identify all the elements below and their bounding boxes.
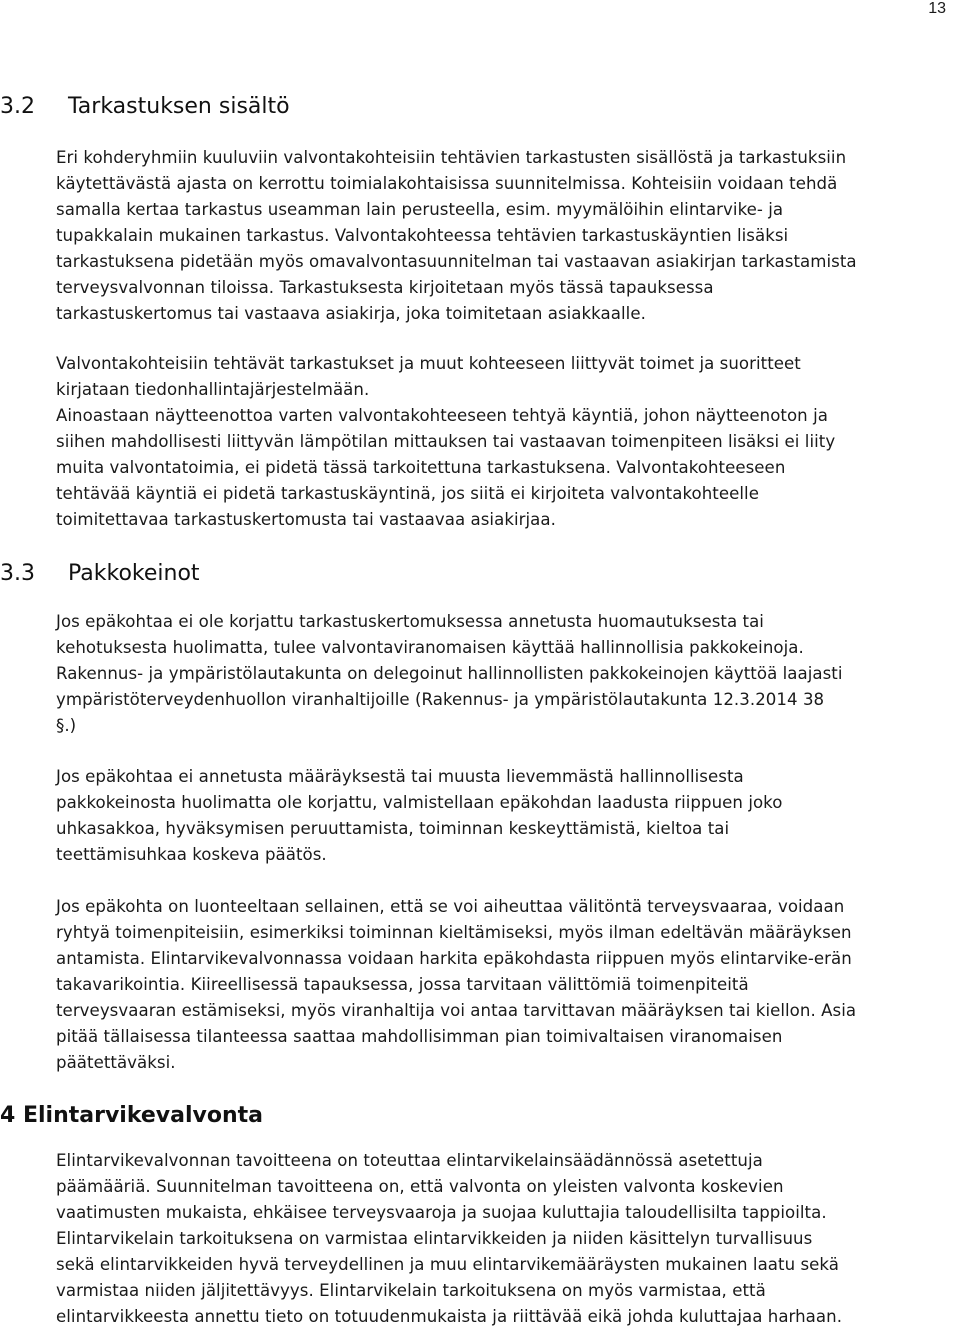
text-line: antamista. Elintarvikevalvonnassa voidaan harkita epäkohdasta riippuen myös elintarvike-erän (56, 949, 852, 968)
text-line: vaatimusten mukaista, ehkäisee terveysvaaroja ja suojaa kuluttajia taloudellisilta tappioilta. (56, 1203, 827, 1222)
paragraph-4-1 (56, 1148, 960, 1330)
text-line: Rakennus- ja ympäristölautakunta on delegoinut hallinnollisten pakkokeinojen käyttöä laajasti (56, 664, 843, 683)
text-line: elintarvikkeesta annettu tieto on totuudenmukaista ja riittävää eikä johda kuluttajaa harhaan. (56, 1307, 843, 1326)
page-number: 13 (928, 0, 946, 17)
chapter-title: Elintarvikevalvonta (22, 1103, 264, 1128)
text-line: §.) (56, 716, 77, 735)
text-line: terveysvaaran estämiseksi, myös viranhaltija voi antaa tarvittavan määräyksen tai kiellon. Asia (56, 1001, 857, 1020)
text-line: tarkastuskertomus tai vastaava asiakirja, joka toimitetaan asiakkaalle. (56, 304, 646, 323)
section-title: Pakkokeinot (68, 561, 200, 586)
text-line: päätettäväksi. (56, 1053, 176, 1072)
paragraph-3-3-1 (56, 609, 960, 739)
text-line: uhkasakkoa, hyväksymisen peruuttamista, toiminnan keskeyttämistä, kieltoa tai (56, 819, 730, 838)
paragraph-3-2-2 (56, 351, 960, 533)
text-line: muita valvontatoimia, ei pidetä tässä tarkoitettuna tarkastuksena. Valvontakohteeseen (56, 458, 786, 477)
text-line: ympäristöterveydenhuollon viranhaltijoille (Rakennus- ja ympäristölautakunta 12.3.2014 38 (56, 690, 825, 709)
text-line: Eri kohderyhmiin kuuluviin valvontakohteisiin tehtävien tarkastusten sisällöstä ja tarkastuksiin (56, 148, 847, 167)
text-line: siihen mahdollisesti liittyvän lämpötilan mittauksen tai vastaavan toimenpiteen lisäksi ei liity (56, 432, 836, 451)
text-line: päämääriä. Suunnitelman tavoitteena on, että valvonta on yleisten valvonta koskevien (56, 1177, 784, 1196)
chapter-heading-4 (0, 1103, 263, 1128)
paragraph-3-3-2 (56, 764, 960, 868)
text-line: teettämisuhkaa koskeva päätös. (56, 845, 327, 864)
text-line: terveysvalvonnan tiloissa. Tarkastuksesta kirjoitetaan myös tässä tapauksessa (56, 278, 714, 297)
paragraph-3-2-1 (56, 145, 960, 327)
text-line: Jos epäkohta on luonteeltaan sellainen, että se voi aiheuttaa välitöntä terveysvaaraa, voidaan (56, 897, 845, 916)
text-line: tarkastuksena pidetään myös omavalvontasuunnitelman tai vastaavan asiakirjan tarkastamista (56, 252, 857, 271)
text-line: sekä elintarvikkeiden hyvä terveydellinen ja muu elintarvikemääräysten mukainen laatu sekä (56, 1255, 840, 1274)
text-line: Valvontakohteisiin tehtävät tarkastukset ja muut kohteeseen liittyvät toimet ja suoritteet (56, 354, 801, 373)
text-line: Elintarvikevalvonnan tavoitteena on toteuttaa elintarvikelainsäädännössä asetettuja (56, 1151, 763, 1170)
section-heading-3-3 (0, 561, 200, 586)
text-line: käytettävästä ajasta on kerrottu toimialakohtaisissa suunnitelmissa. Kohteisiin voidaan tehdä (56, 174, 838, 193)
text-line: varmistaa niiden jäljitettävyys. Elintarvikelain tarkoituksena on myös varmistaa, että (56, 1281, 766, 1300)
text-line: Elintarvikelain tarkoituksena on varmistaa elintarvikkeiden ja niiden käsittelyn turvallisuus (56, 1229, 813, 1248)
text-line: kirjataan tiedonhallintajärjestelmään. (56, 380, 370, 399)
text-line: Ainoastaan näytteenottoa varten valvontakohteeseen tehtyä käyntiä, johon näytteenoton ja (56, 406, 828, 425)
section-heading-3-2 (0, 94, 290, 119)
text-line: ryhtyä toimenpiteisiin, esimerkiksi toiminnan kieltämiseksi, myös ilman edeltävän määräyksen (56, 923, 852, 942)
section-number: 3.3 (0, 561, 35, 586)
text-line: pakkokeinosta huolimatta ole korjattu, valmistellaan epäkohdan laadusta riippuen joko (56, 793, 783, 812)
text-line: toimitettavaa tarkastuskertomusta tai vastaavaa asiakirjaa. (56, 510, 556, 529)
section-number: 3.2 (0, 94, 35, 119)
text-line: Jos epäkohtaa ei annetusta määräyksestä tai muusta lievemmästä hallinnollisesta (56, 767, 744, 786)
text-line: takavarikointia. Kiireellisessä tapauksessa, jossa tarvitaan välittömiä toimenpiteitä (56, 975, 749, 994)
text-line: samalla kertaa tarkastus useamman lain perusteella, esim. myymälöihin elintarvike- ja (56, 200, 784, 219)
text-line: Jos epäkohtaa ei ole korjattu tarkastuskertomuksessa annetusta huomautuksesta tai (56, 612, 764, 631)
text-line: kehotuksesta huolimatta, tulee valvontaviranomaisen käyttää hallinnollisia pakkokeinoja. (56, 638, 804, 657)
paragraph-3-3-3 (56, 894, 960, 1076)
text-line: tehtävää käyntiä ei pidetä tarkastuskäyntinä, jos siitä ei kirjoiteta valvontakohteelle (56, 484, 759, 503)
text-line: pitää tällaisessa tilanteessa saattaa mahdollisimman pian toimivaltaisen viranomaisen (56, 1027, 783, 1046)
chapter-number: 4 (0, 1103, 16, 1128)
section-title: Tarkastuksen sisältö (68, 94, 290, 119)
text-line: tupakkalain mukainen tarkastus. Valvontakohteessa tehtävien tarkastuskäyntien lisäksi (56, 226, 789, 245)
